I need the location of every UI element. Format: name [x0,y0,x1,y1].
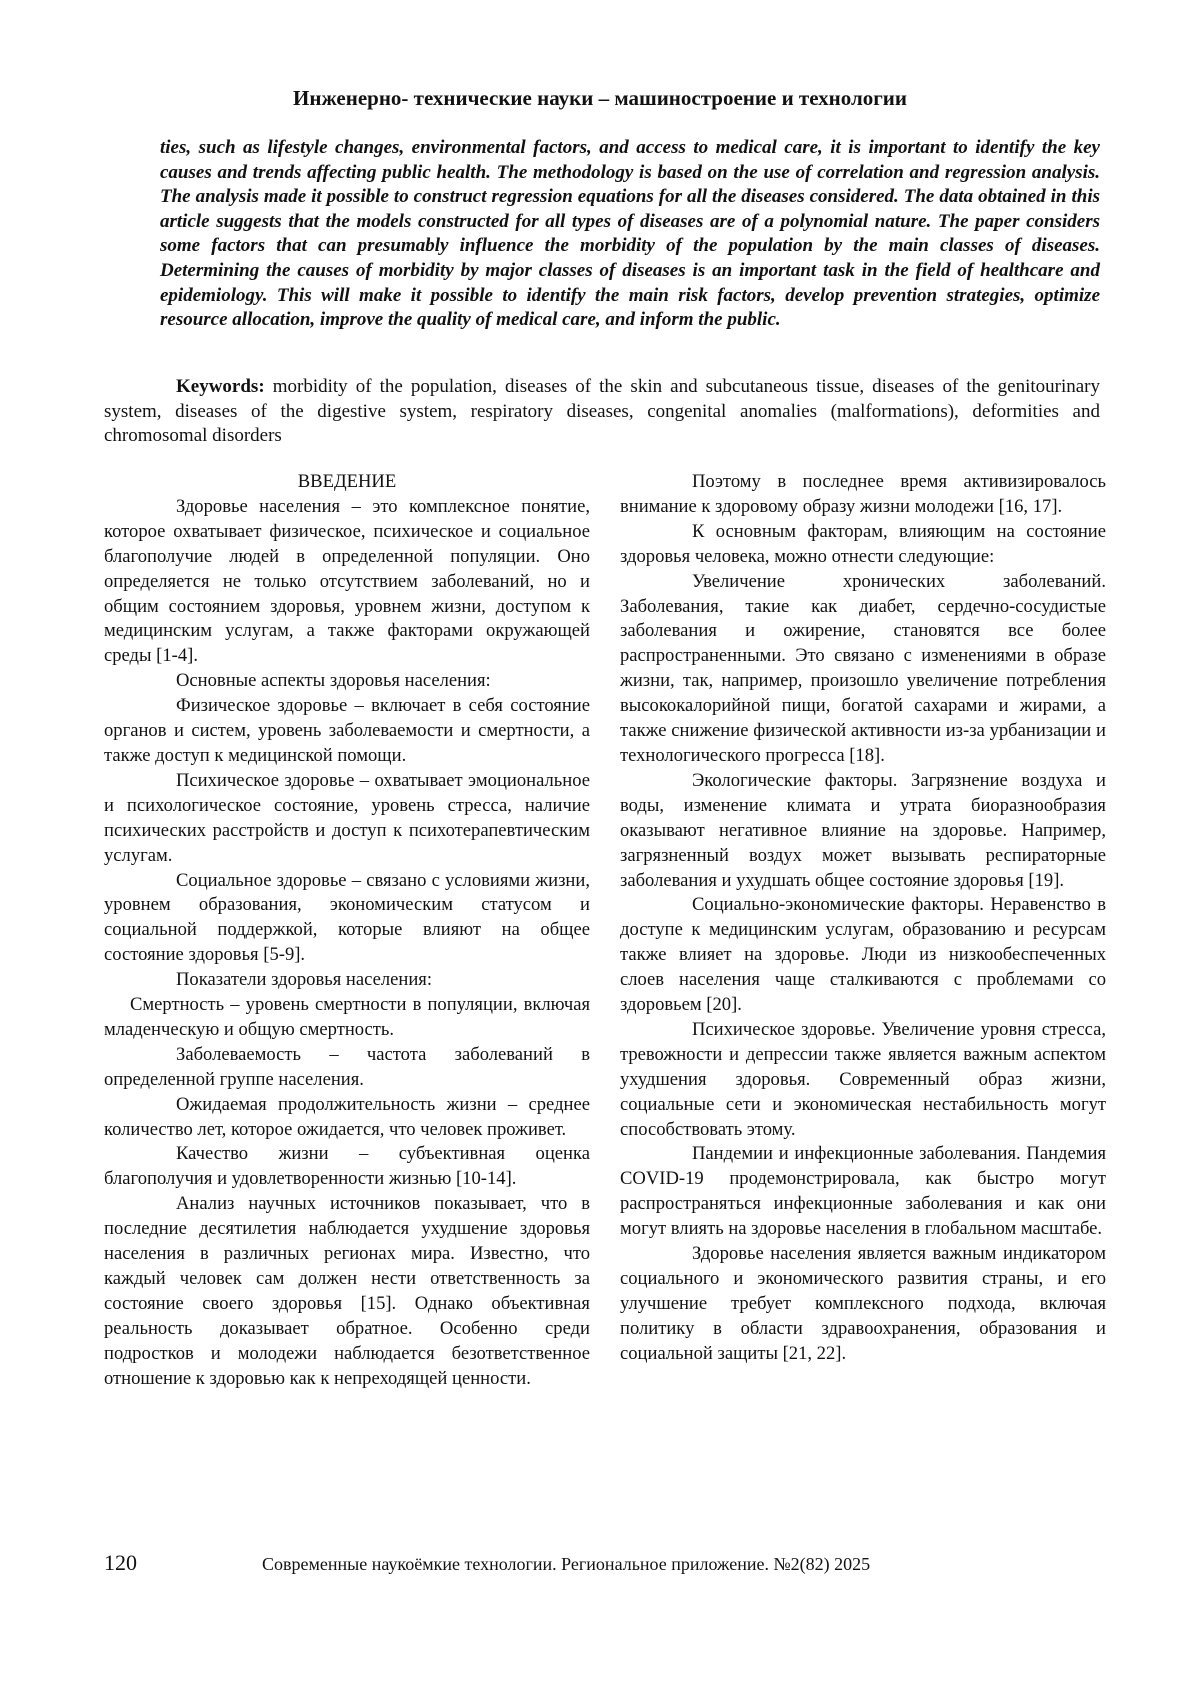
paragraph: К основным факторам, влияющим на состояние здоровья человека, можно отнести следующие: [620,520,1106,567]
paragraph: Анализ научных источников показывает, что в последние десятилетия наблюдается ухудшение здоровья населения в различных регионах мира. Известно, что каждый человек сам должен нести ответственность за состояние своего здоровья [15]. Однако объективная реальность доказывает обратное. Особенно среди подростков и молодежи наблюдается безответственное отношение к здоровью как к непреходящей ценности. [104,1193,590,1389]
right-column [620,470,1106,1367]
paragraph: Психическое здоровье – охватывает эмоциональное и психологическое состояние, уровень стресса, наличие психических расстройств и доступ к психотерапевтическим услугам. [104,769,590,866]
page-number: 120 [104,1550,137,1575]
paragraph: Ожидаемая продолжительность жизни – среднее количество лет, которое ожидается, что человек проживет. [104,1093,590,1140]
section-heading: ВВЕДЕНИЕ [297,471,397,492]
left-column [104,470,590,1392]
paragraph: Пандемии и инфекционные заболевания. Пандемия COVID-19 продемонстрировала, как быстро могут распространяться инфекционные заболевания и как они могут влиять на здоровье населения в глобальном масштабе. [620,1143,1106,1240]
paragraph: Социально-экономические факторы. Неравенство в доступе к медицинским услугам, образованию и ресурсам также влияет на здоровье. Люди из низкообеспеченных слоев населения чаще сталкиваются с проблемами со здоровьем [20]. [620,894,1106,1016]
paragraph: Основные аспекты здоровья населения: [176,670,491,692]
paragraph: Увеличение хронических заболеваний. Заболевания, такие как диабет, сердечно-сосудистые заболевания и ожирение, становятся все более распространенными. Это связано с изменениями в образе жизни, так, например, произошло увеличение потребления высококалорийной пищи, богатой сахарами и жирами, а также снижение физической активности из-за урбанизации и технологического прогресса [18]. [620,570,1106,766]
page-header: Инженерно- технические науки – машиностроение и технологии [293,86,907,110]
paragraph: Психическое здоровье. Увеличение уровня стресса, тревожности и депрессии также является важным аспектом ухудшения здоровья. Современный образ жизни, социальные сети и экономическая нестабильность могут способствовать этому. [620,1018,1106,1140]
paragraph: Показатели здоровья населения: [176,969,433,991]
keywords-text: morbidity of the population, diseases of the skin and subcutaneous tissue, diseases of the genitourinary system, diseases of the digestive system, respiratory diseases, congenital anomalies (malformations), deformities and chromosomal disorders [104,376,1100,447]
paragraph: Смертность – уровень смертности в популяции, включая младенческую и общую смертность. [104,994,590,1040]
paragraph: Экологические факторы. Загрязнение воздуха и воды, изменение климата и утрата биоразнообразия оказывают негативное влияние на здоровье. Например, загрязненный воздух может вызывать респираторные заболевания и ухудшать общее состояние здоровья [19]. [620,769,1106,891]
paragraph: Физическое здоровье – включает в себя состояние органов и систем, уровень заболеваемости и смертности, а также доступ к медицинской помощи. [104,695,590,766]
keywords-block [104,375,1100,449]
keywords-label: Keywords: [176,376,265,397]
paragraph: Здоровье населения является важным индикатором социального и экономического развития страны, и его улучшение требует комплексного подхода, включая политику в области здравоохранения, образования и социальной защиты [21, 22]. [620,1243,1106,1364]
paragraph: Поэтому в последнее время активизировалось внимание к здоровому образу жизни молодежи [16, 17]. [620,471,1106,517]
journal-footer: Современные наукоёмкие технологии. Региональное приложение. №2(82) 2025 [262,1554,871,1574]
paragraph: Качество жизни – субъективная оценка благополучия и удовлетворенности жизнью [10-14]. [104,1143,590,1190]
paragraph: Здоровье населения – это комплексное понятие, которое охватывает физическое, психическое и социальное благополучие людей в определенной популяции. Оно определяется не только отсутствием заболеваний, но и общим состоянием здоровья, уровнем жизни, доступом к медицинским услугам, а также факторами окружающей среды [1-4]. [104,495,590,667]
paragraph: Заболеваемость – частота заболеваний в определенной группе населения. [104,1043,590,1090]
abstract-text: ties, such as lifestyle changes, environmental factors, and access to medical care, it is important to identify the key causes and trends affecting public health. The methodology is based on the use of correlation and regression analysis. The analysis made it possible to construct regression equations for all the diseases considered. The data obtained in this article suggests that the models constructed for all types of diseases are of a polynomial nature. The paper considers some factors that can presumably influence the morbidity of the population by the main classes of diseases. Determining the causes of morbidity by major classes of diseases is an important task in the field of healthcare and epidemiology. This will make it possible to identify the main risk factors, develop prevention strategies, optimize resource allocation, improve the quality of medical care, and inform the public. [160,137,1100,331]
paragraph: Социальное здоровье – связано с условиями жизни, уровнем образования, экономическим статусом и социальной поддержкой, которые влияют на общее состояние здоровья [5-9]. [104,869,590,966]
